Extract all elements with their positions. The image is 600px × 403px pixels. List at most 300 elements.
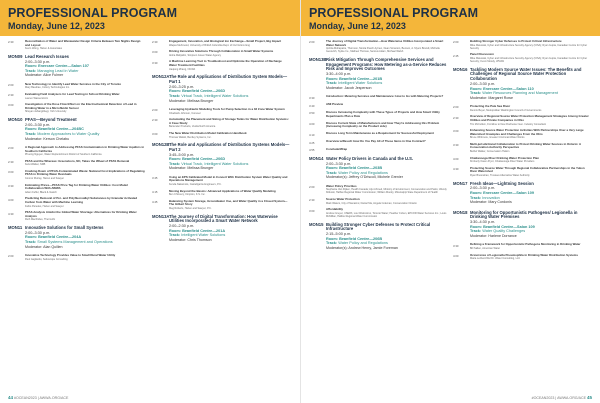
program-item <box>309 111 447 118</box>
item-author: Fabio Paredes, Hazen and Sawyer <box>25 204 64 208</box>
session-block <box>8 54 146 78</box>
item-time: 3:30 <box>453 143 459 148</box>
track-label: Track: <box>470 91 482 96</box>
item-title: Predicting Removal of Per- and Polyfluoroalkyl Substances by Granular Activated Carbon from Water with Machine Learning <box>25 196 138 205</box>
session-room: Room: Beanfield Centre—201A <box>169 228 226 233</box>
track-name: Water Policy and Regulations <box>338 170 388 175</box>
item-time: 2:00 <box>453 40 459 45</box>
item-time: 4:25 <box>309 140 315 145</box>
track-name: Water Resources Planning and Management <box>482 91 558 96</box>
track-name: Small Systems Management and Operations <box>37 239 113 244</box>
item-time: 3:30 <box>8 183 14 188</box>
item-title: New Technology to Identify Lead Water Services in the City of Toronto <box>25 81 122 86</box>
item-title: Investigation of the Dose Flow Effect on the Electrochemical Detection of Lead in Drinking Water in a Microfluidic Sensor <box>25 102 137 110</box>
program-item <box>453 40 591 50</box>
session-heading <box>309 222 447 233</box>
item-title: AMI Preview <box>326 102 344 107</box>
item-author: Kimberly Owen-Pryor, Chattanooga River Water Providers <box>470 160 535 164</box>
item-body <box>169 118 290 128</box>
program-item <box>309 95 447 99</box>
session-room: Room: Beanfield Centre—201B <box>326 76 383 81</box>
item-time: 4:00 <box>309 122 315 127</box>
session-block <box>309 222 447 251</box>
item-time: 3:30 <box>453 243 459 248</box>
program-item <box>309 132 447 136</box>
page-header <box>301 0 600 36</box>
item-title: Protecting Source Water Through Regional Collaborative Partnerships in the Yukon River Watershed <box>470 165 585 174</box>
session-time: 2:00–3:30 p.m. <box>470 186 496 191</box>
page-number: 44 <box>8 395 14 400</box>
item-body <box>470 40 591 50</box>
item-author: Dennis Beyer, Metropolitan Washington Council of Governments <box>470 108 542 112</box>
session-block <box>453 210 591 239</box>
item-body <box>169 50 290 57</box>
session-block <box>309 156 447 180</box>
session-time: 2:00–3:30 p.m. <box>470 81 496 86</box>
item-body <box>470 143 591 153</box>
item-title: Defining a Framework for Opportunistic Pathogens Monitoring in Drinking Water <box>470 242 581 247</box>
program-item <box>8 197 146 207</box>
item-title: Innovative Technology Provides Value to Small Rural Water Utility <box>25 252 116 257</box>
session-room: Room: Enercare Centre—Salon 109 <box>470 191 534 196</box>
session-title: Innovative Solutions for Small Systems <box>25 225 104 230</box>
track-label: Track: <box>169 161 181 166</box>
item-title: PFAS and the Whereas: Greensboro, NC, Takes the Wheel of PFAS Removal <box>25 158 130 163</box>
program-item <box>8 211 146 221</box>
session-title: Lead Research Issues <box>25 53 69 59</box>
program-item <box>8 170 146 180</box>
track-label: Track: <box>326 170 338 175</box>
page-date: Monday, June 12, 2023 <box>309 21 406 31</box>
item-title: Discuss Current State of Manufacturers and How They're Addressing this Problem (Increasing Complexity on the Product side) <box>326 120 440 129</box>
item-body <box>169 190 290 197</box>
program-item <box>453 157 591 164</box>
program-item <box>8 184 146 194</box>
item-body <box>470 53 591 63</box>
item-author: Paul Gagliardo, Seiloscope Consulting <box>25 257 68 261</box>
item-title: Balancing System Storage, Groundwater Use, and Water Quality in a Closed System—The Gilbert Story <box>169 198 288 207</box>
item-body <box>326 40 447 53</box>
item-author: Shayan Jahangirbegi, York University <box>25 110 67 114</box>
session-code: MON15 <box>309 221 324 227</box>
item-body <box>470 115 591 125</box>
session-block <box>8 117 146 141</box>
item-body <box>470 105 591 112</box>
session-title: The Journey of Digital Transformation: How Waterwise Utilities Incorporated a Smart Water Network <box>169 213 278 224</box>
item-body <box>470 157 591 164</box>
program-column <box>152 40 290 389</box>
track-label: Track: <box>25 239 37 244</box>
session-block <box>152 214 290 243</box>
item-time: 4:10 <box>309 132 315 137</box>
item-time: 2:00 <box>152 108 158 113</box>
item-title: Overview w/Result: How Do You Pay All of These Items in One Contract? <box>326 139 426 144</box>
item-body <box>25 211 146 221</box>
item-time: 2:00 <box>8 254 14 259</box>
item-author: Jiaqiong Zhang, OCWA <box>169 67 196 71</box>
item-author: Mike Matusiak, Cyber and Infrastructure Security Agency (CISA); Ryan Gupta, Canadian Centre for Cyber Security; Kevin Moody, WVWA <box>470 56 588 63</box>
session-title: PFAS—Beyond Treatment <box>25 116 77 122</box>
footer-text: #OCEAN2023 | AWWA.ORG/ACE <box>14 396 69 400</box>
session-time: 3:30–4:30 p.m. <box>470 220 496 225</box>
item-title: Overview of Regional Source Water Protection Management Strategies Among Greater Utilities and Private Companies in Ohio <box>470 114 589 122</box>
session-block <box>152 142 290 171</box>
item-title: Panel Discussion <box>470 52 494 57</box>
item-title: Discuss Long Term Maintenance as a Requirement for Successful Deployment <box>326 131 434 136</box>
track-label: Track: <box>470 229 482 234</box>
item-time: 3:30 <box>309 95 315 100</box>
item-body <box>25 40 146 50</box>
session-moderator: Moderator: Kerson Chelabu <box>25 136 70 141</box>
item-time: 2:00 <box>309 185 315 190</box>
item-author: Ben Chinnery, Kimpton, K.S. Inc. <box>169 193 206 197</box>
item-body <box>25 184 146 194</box>
item-time: 2:45 <box>453 53 459 58</box>
item-author: Adam Feffer, Black & Veatch <box>25 190 57 194</box>
item-time: 3:45 <box>152 176 158 181</box>
item-title: Driving Innovative Solutions Through Collaboration in Small Water Systems <box>169 49 274 54</box>
item-title: A Regional Approach to Addressing PFAS Contamination in Drinking Water Aquifers in Southern California <box>25 144 145 153</box>
session-block <box>8 225 146 249</box>
session-heading <box>309 57 447 72</box>
program-column <box>453 40 591 389</box>
item-time: 4:15 <box>152 189 158 194</box>
item-body <box>326 140 447 144</box>
item-time: 2:30 <box>8 159 14 164</box>
program-item <box>453 243 591 250</box>
item-time: 3:00 <box>152 132 158 137</box>
item-author: Aisha Mahjabin, Simpson Green Water Agency <box>169 53 222 57</box>
page-footer <box>532 395 592 400</box>
program-item <box>453 254 591 261</box>
session-code: MON13A <box>152 213 170 219</box>
track-name: Intelligent Water Solutions <box>338 81 383 86</box>
item-author: Bill Sallen, American Water <box>470 247 501 250</box>
session-title: Fresh Ideas—Lightning Session <box>470 180 534 186</box>
program-item <box>8 93 146 100</box>
track-label: Track: <box>326 241 338 246</box>
session-time: 2:00–3:30 p.m. <box>25 122 51 127</box>
page-title: PROFESSIONAL PROGRAM <box>309 6 479 20</box>
track-label: Track: <box>326 81 338 86</box>
session-title: The Role and Applications of Distribution Systems Models—Part 2 <box>169 142 290 152</box>
session-room: Room: Beanfield Centre—206D <box>169 157 226 162</box>
item-body <box>470 167 591 177</box>
session-title: Building Stronger Cyber Defenses to Protect Critical Infrastructure <box>326 221 431 232</box>
session-time: 2:00–3:25 p.m. <box>169 84 195 89</box>
item-title: Reconciliation of Water and Wastewater Design Criteria Between Two Nights Design and Layout <box>25 40 141 47</box>
item-author: Connor Murray, Hazen and Sawyer <box>25 177 64 181</box>
item-author: Kelsi Walker, NRB <box>25 163 46 167</box>
program-item <box>453 167 591 177</box>
session-time: 2:00–2:30 p.m. <box>169 224 195 229</box>
item-time: 4:30 <box>453 167 459 172</box>
program-item <box>8 103 146 113</box>
item-author: Bartender Products, Veolia North America <box>169 125 216 129</box>
item-author: Lauren Wasserstrom <box>25 96 49 100</box>
item-author: Mark Waters, City of Nanaimo; Daniel Ma, Angela Coleman, Conservation Ontario <box>326 201 417 205</box>
item-time: 4:00 <box>453 253 459 258</box>
session-moderator: Moderator: Melissa Brunger <box>169 98 214 103</box>
program-item <box>309 103 447 107</box>
item-time: 2:00 <box>8 146 14 151</box>
item-title: Discuss Increasing Complexity with These Types of Projects and How Smart Utility Departments Plan a Role <box>326 110 440 118</box>
session-moderator: Moderator(s): Jeffrey O'Driscoll, Michele Grenier <box>326 175 403 180</box>
item-body <box>326 111 447 118</box>
item-body <box>326 185 447 195</box>
item-author: Kenda Nakamoto, Castellgarrie Engineers, P.C. <box>169 183 222 187</box>
track-label: Track: <box>169 93 181 98</box>
item-body <box>169 60 290 70</box>
track-name: Water Policy and Regulations <box>338 241 388 246</box>
item-author: Stephanie Van Dijken, Health Canada; Arjo Ahmed, Ministry of Environment, Conservation and Parks; Wendy Kilduski, Halifax Regional Water Commission; William Moody, Mississippi State Department of Health <box>326 188 447 195</box>
session-room: Room: Beanfield Centre—204A <box>25 235 82 240</box>
program-item <box>152 200 290 210</box>
track-name: Modern Approaches to Water Quality <box>37 131 100 136</box>
right-page <box>300 0 600 403</box>
item-author: Waqas Mehmood, University of British Columbia Dept. of Civil & Env Eng <box>169 43 250 47</box>
session-time: 2:00–3:30 p.m. <box>326 161 352 166</box>
track-name: Virtual Track, Intelligent Water Solutions <box>181 93 249 98</box>
item-title: Enhancing Source Water Protection Activities With Partnerships Over a Very Large Watershed: Examples and Challenges From the Ohio <box>470 128 584 136</box>
session-time: 2:00–3:30 p.m. <box>25 59 51 64</box>
session-time: 2:15–5:00 p.m. <box>326 232 352 237</box>
item-author: Ruth MacFrides, Thermofix <box>25 218 56 222</box>
item-body <box>169 40 290 47</box>
session-room: Room: Beanfield Centre—206D <box>169 89 226 94</box>
session-room: Room: Enercare Centre—Salon 107 <box>25 64 89 69</box>
session-title: Monitoring for Opportunistic Pathogens/ Legionella in Drinking Water Premises <box>470 209 578 220</box>
item-title: Protecting the Pale Sea River <box>470 104 511 109</box>
session-block <box>152 74 290 103</box>
item-time: 4:00 <box>453 156 459 161</box>
session-room: Room: Beanfield Centre—Salon 109 <box>470 224 535 229</box>
session-moderator: Moderator: Jacob Jesperson <box>326 86 372 91</box>
item-body <box>25 170 146 180</box>
session-time: 3:45–5:00 p.m. <box>169 152 195 157</box>
program-item <box>152 60 290 70</box>
item-body <box>169 176 290 186</box>
session-block <box>453 67 591 101</box>
item-body <box>169 132 290 139</box>
item-author: Bruce Whitmore, Greater Cincinnati Water Works <box>470 136 525 140</box>
item-title: Introduction: Metering Services and Maintenance: How to Go with Metering Projects? <box>326 94 444 99</box>
item-title: PFAS Analysis Amidst the Global Water Shortage: Alternatives for Drinking Water Analysis <box>25 210 137 218</box>
item-body <box>25 160 146 167</box>
program-item <box>309 40 447 53</box>
session-moderator: Moderator: Margaret Rowe <box>470 95 513 100</box>
item-author: Andrew Greyer, USEPA; Lou DiGironimo, Toronto Water; Heather Cohen, EPCOR Water Services Inc.; Louis McMillan, Halifax Regional Water Commission <box>326 211 447 218</box>
item-author: Mike Matusiak, Cyber and Infrastructure Security Agency (CISA); Ryan Gupta, Canadian Centre for Cyber Security <box>470 43 588 50</box>
program-item <box>152 132 290 139</box>
item-body <box>25 197 146 207</box>
session-heading <box>453 210 591 221</box>
item-author: Phuong Nguyen, Water Replenishment District of Southern California <box>25 153 102 157</box>
track-label: Track: <box>470 195 482 200</box>
item-time: 3:50 <box>309 111 315 116</box>
item-time: 2:00 <box>453 105 459 110</box>
item-body <box>326 122 447 129</box>
item-time: 2:30 <box>152 118 158 123</box>
program-item <box>8 160 146 167</box>
session-code: MON12B <box>152 142 170 148</box>
track-name: Virtual Track, Intelligent Water Solutions <box>181 161 249 166</box>
session-moderator: Moderator(s): Andrew Henry, Jamie Foreman <box>326 245 398 250</box>
item-time: 2:00 <box>8 83 14 88</box>
item-time: 3:00 <box>8 170 14 175</box>
item-title: Conclude/Wrap <box>326 147 348 152</box>
page-date: Monday, June 12, 2023 <box>8 21 105 31</box>
page-footer <box>8 395 68 400</box>
session-time: 2:00–3:30 p.m. <box>25 230 51 235</box>
item-title: The Journey of Digital Transformation—How Waterwise Utilities Incorporated a Smart Water Network <box>326 40 444 47</box>
program-item <box>152 50 290 57</box>
item-title: Using an EPS Calibrated Model in Concert With Distribution System Water Quality and Operations Management <box>169 174 288 183</box>
item-author: Tim McCullum, Frontline to New Rochester Gen. Industry Consultant <box>470 122 546 126</box>
item-time: 2:30 <box>309 198 315 203</box>
program-item <box>152 190 290 197</box>
item-body <box>326 198 447 205</box>
program-item <box>309 185 447 195</box>
item-author: Bethel Walker, Conservation Halton <box>470 150 510 154</box>
session-time: 3:30–4:00 p.m. <box>326 72 352 77</box>
session-title: Risk Mitigation Through Comprehensive Services and Engagement Programs: How Metering as-a-Service Reduces Risk and Improves Outcomes <box>326 56 447 72</box>
program-item <box>152 40 290 47</box>
item-title: Estimating Prices—PFAS Price Tag for Drinking Water Utilities: Cost Model Collaboration With AWWA <box>25 182 128 191</box>
program-column <box>309 40 447 389</box>
session-code: MON18 <box>453 209 468 215</box>
program-item <box>453 129 591 139</box>
item-title: Source Water Protection <box>326 197 360 202</box>
item-time: 4:30 <box>8 211 14 216</box>
program-item <box>8 83 146 90</box>
item-title: Leveraging Hydraulic Modeling Tools for Pump Selection in a 32 Zone Water System <box>169 106 285 111</box>
item-title: Evaluating Field Analyzers for Lead Testing in School Drinking Water <box>25 91 120 96</box>
item-author: Mary Baudrau, Colony Technologies Inc. <box>25 86 70 90</box>
item-time: 4:55 <box>309 148 315 153</box>
item-body <box>169 200 290 210</box>
item-title: Multi-jurisdictional Collaboration to Protect Drinking Water Sources in Ontario: A Conservation Authority Perspective <box>470 141 581 150</box>
item-body <box>25 103 146 113</box>
item-body <box>326 132 447 136</box>
session-heading <box>453 67 591 82</box>
item-body <box>169 108 290 115</box>
item-author: Ipshita Mohapatra, Thomson, Nicola Pauch Aymen, Dean Scranton, Benson, A. Myers Brandt, Michelle Genovich, Sylvie Iru., Mathew Thomas, Serious Adam, Michael Walsh <box>326 47 440 54</box>
session-code: MON11 <box>8 225 23 230</box>
item-title: Water Policy Priorities <box>326 183 357 188</box>
session-code: MON09 <box>8 53 23 59</box>
item-title: Occurrence of Legionella Pneumophila in Drinking Water Distribution Systems <box>470 252 578 257</box>
item-title: Automating the Placement and Sizing of Storage Tanks for Water Distribution Systems: A Case Study <box>169 117 289 125</box>
item-time: 2:30 <box>152 40 158 45</box>
session-moderator: Moderator: Alan Quillen <box>25 244 63 249</box>
item-title: Cracking Down of PFAS-Contaminated Waste: National Cost Implications of Regulating PFAS in Drinking Water Residuals <box>25 168 145 177</box>
session-code: MON14 <box>309 155 324 161</box>
item-time: 3:00 <box>453 129 459 134</box>
item-title: Moving Beyond the Basics: Advanced Applications of Water Quality Modeling <box>169 188 276 193</box>
program-item <box>309 122 447 129</box>
program-item <box>8 40 146 50</box>
item-author: Thomas Walski, Bentley Systems, Inc. <box>169 135 212 139</box>
item-time: 4:45 <box>152 200 158 205</box>
program-item <box>309 140 447 144</box>
track-label: Track: <box>25 68 37 73</box>
item-body <box>326 208 447 218</box>
item-time: 2:30 <box>453 115 459 120</box>
program-item <box>152 176 290 186</box>
track-name: Innovation <box>482 195 500 200</box>
track-name: Water Quality Challenges <box>482 229 526 234</box>
session-code: MON13B <box>309 56 327 62</box>
program-item <box>152 118 290 128</box>
session-moderator: Moderator: Melissa Brunger <box>169 166 214 171</box>
session-heading <box>152 214 290 225</box>
item-title: A Machine Learning Tool to Troubleshoot and Optimize the Operation of Recharge Water Treatment Facilities <box>169 59 282 67</box>
session-moderator: Moderator: Alice Fulmer <box>25 73 64 78</box>
session-title: Tackling Modern Source Water Issues: The Benefits and Challenges of Regional Source Water Protection Collaboration <box>470 66 582 82</box>
track-label: Track: <box>169 233 181 238</box>
session-room: Room: Beanfield Centre—206B <box>326 236 383 241</box>
program-item <box>309 208 447 218</box>
page-title: PROFESSIONAL PROGRAM <box>8 6 178 20</box>
item-time: 2:00 <box>309 40 315 45</box>
footer-text: #OCEAN2023 | AWWA.ORG/ACE <box>531 396 586 400</box>
item-author: Ryan Bresnahan, Trustees Alternative Water Authority <box>470 174 530 178</box>
item-title: Affordability <box>326 207 344 212</box>
program-column <box>8 40 146 389</box>
item-time: 4:00 <box>8 197 14 202</box>
session-room: Room: Beanfield Centre—204BC <box>25 127 84 132</box>
session-moderator: Moderator: Harlene Dorrance <box>470 234 517 238</box>
item-author: Chadwick Johnson, Conveer <box>169 111 201 115</box>
item-title: Engagement, Innovation, and Biological Ion Exchange—Small Project, Big Impact <box>169 40 282 43</box>
item-time: 2:30 <box>8 93 14 98</box>
item-time: 2:30 <box>8 40 14 45</box>
track-label: Track: <box>25 131 37 136</box>
item-time: 3:00 <box>152 50 158 55</box>
session-room: Room: Enercare Centre—Salon 110 <box>470 86 534 91</box>
item-body <box>25 146 146 156</box>
item-time: 3:00 <box>309 208 315 213</box>
session-code: MON17 <box>453 180 468 186</box>
session-room: Room: Beanfield Centre—203B <box>326 166 383 171</box>
item-body <box>326 148 447 152</box>
session-title: The Role and Applications of Distribution System Models—Part 1 <box>169 74 288 84</box>
item-title: Building Stronger Cyber Defenses to Protect Critical Infrastructure <box>470 40 562 43</box>
program-item <box>453 105 591 112</box>
program-item <box>8 254 146 261</box>
session-moderator: Moderator: Mary Cordonis <box>470 200 512 205</box>
item-body <box>25 254 146 261</box>
session-code: MON16 <box>453 66 468 72</box>
session-block <box>309 57 447 91</box>
program-item <box>309 198 447 205</box>
item-body <box>326 103 447 107</box>
session-block <box>453 181 591 205</box>
item-time: 3:30 <box>152 60 158 65</box>
track-name: Managing Lead in Water <box>37 68 79 73</box>
program-item <box>152 108 290 115</box>
item-author: Kevin Wong, Hazen & Associates <box>25 47 63 51</box>
program-item <box>453 53 591 63</box>
item-body <box>470 129 591 139</box>
page-header <box>0 0 300 36</box>
program-item <box>453 115 591 125</box>
program-item <box>8 146 146 156</box>
session-heading <box>152 74 290 85</box>
item-body <box>470 254 591 261</box>
item-time: 3:40 <box>309 103 315 108</box>
